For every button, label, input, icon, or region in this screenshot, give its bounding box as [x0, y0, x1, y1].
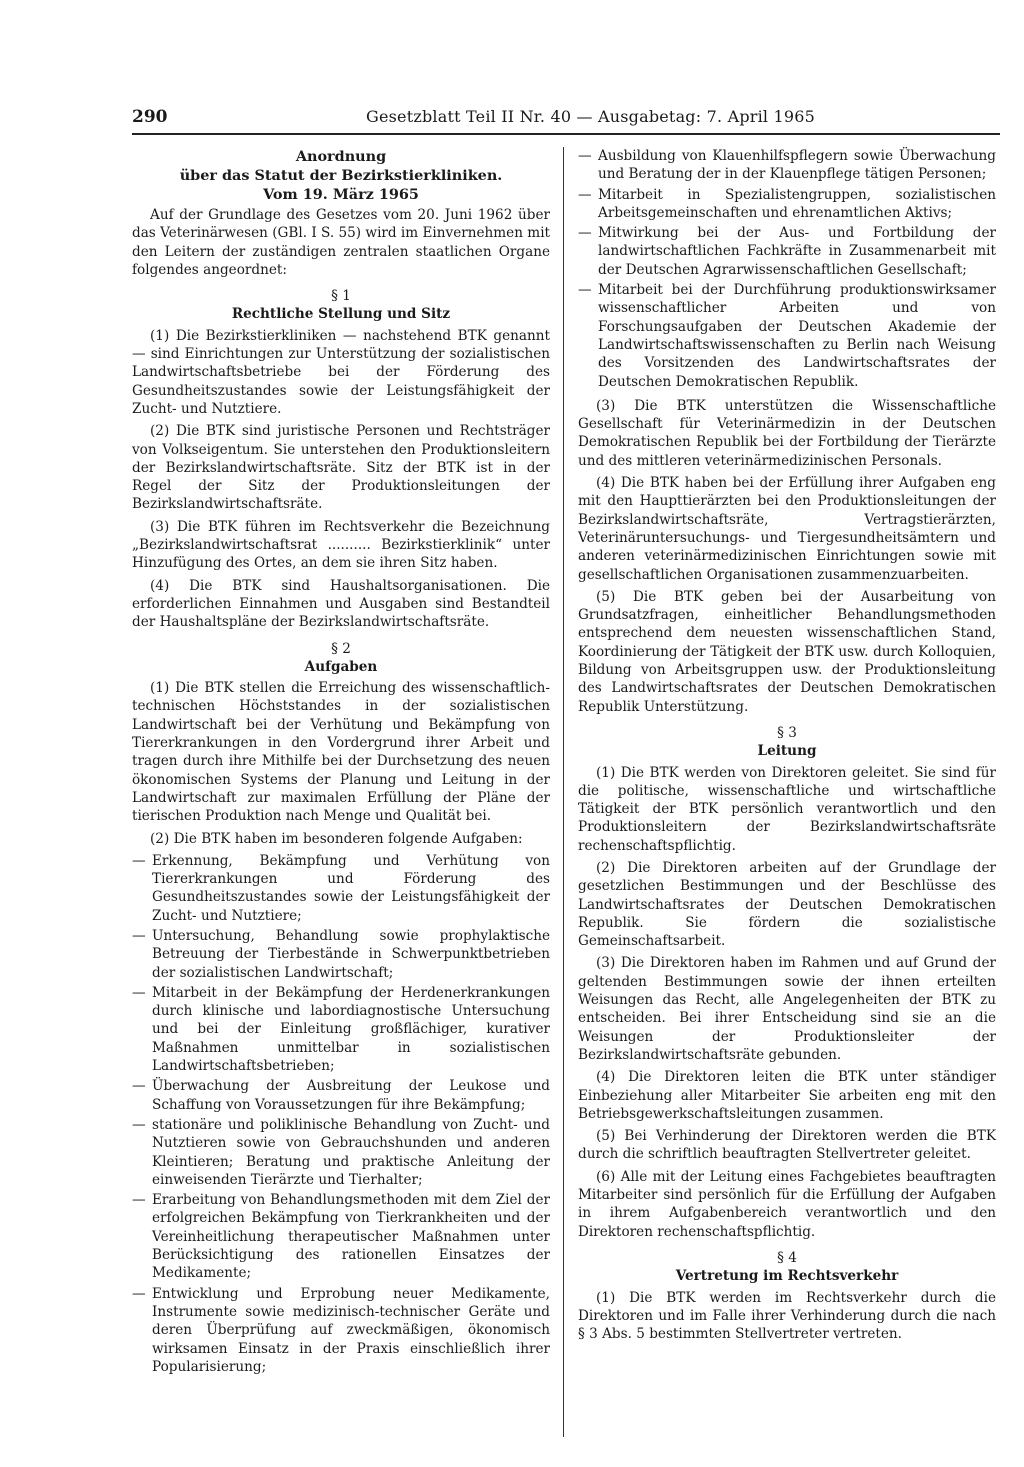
left-column: [132, 147, 550, 1378]
section-number-1: § 1: [331, 288, 351, 305]
page-header: [132, 107, 1000, 131]
header-rule: [132, 133, 1000, 135]
s2-paragraph-3: (3) Die BTK unterstützen die Wissenschaftliche Gesellschaft für Veterinärmedizin in der Deutschen Demokratischen Republik bei der Fortbildung der Tierärzte und des mittleren veterinärmedizinischen Personals.: [578, 397, 996, 469]
list-item: — Untersuchung, Behandlung sowie prophylaktische Betreuung der Tierbestände in Schwerpunktbetrieben der sozialistischen Landwirtschaft;: [132, 927, 550, 981]
section-heading-2: Aufgaben: [304, 658, 378, 675]
s1-paragraph-3: (3) Die BTK führen im Rechtsverkehr die Bezeichnung „Bezirkslandwirtschaftsrat .......... Bezirkstierklinik“ unter Hinzufügung des Ortes, an dem sie ihren Sitz haben.: [132, 518, 550, 572]
section-heading-3: Leitung: [757, 743, 817, 760]
list-item: — Ausbildung von Klauenhilfspflegern sowie Überwachung und Beratung der in der Klauenpflege tätigen Personen;: [578, 148, 996, 183]
s3-paragraph-4: (4) Die Direktoren leiten die BTK unter ständiger Einbeziehung aller Mitarbeiter Sie arbeiten eng mit den Betriebsgewerkschaftsleitungen zusammen.: [578, 1069, 996, 1122]
column-divider: [563, 147, 564, 1437]
list-item: — Erkennung, Bekämpfung und Verhütung von Tiererkrankungen und Förderung des Gesundheitszustandes sowie der Leistungsfähigkeit der Zucht- und Nutztiere;: [132, 852, 550, 924]
title-line-2: über das Statut der Bezirkstierkliniken.: [179, 167, 503, 184]
preamble: Auf der Grundlage des Gesetzes vom 20. Juni 1962 über das Veterinärwesen (GBl. I S. 55) wird im Einvernehmen mit den Leitern der zuständigen zentralen staatlichen Organe folgendes angeordnet:: [132, 207, 551, 278]
list-item: — Überwachung der Ausbreitung der Leukose und Schaffung von Voraussetzungen für ihre Bekämpfung;: [132, 1078, 550, 1113]
list-item: — Entwicklung und Erprobung neuer Medikamente, Instrumente sowie medizinisch-technischer Geräte und deren Überprüfung auf zweckmäßigen, ökonomisch wirksamen Einsatz in der Praxis einschließlich ihrer Popularisierung;: [132, 1285, 550, 1375]
page-number: 290: [132, 107, 168, 127]
right-column: [578, 147, 996, 1347]
s3-paragraph-6: (6) Alle mit der Leitung eines Fachgebietes beauftragten Mitarbeiter sind persönlich für die Erfüllung der Aufgaben in ihrem Aufgabenbereich verantwortlich und den Direktoren rechenschaftspflichtig.: [578, 1168, 996, 1240]
list-item: — Mitarbeit bei der Durchführung produktionswirksamer wissenschaftlicher Arbeiten und von Forschungsaufgaben der Deutschen Akademie der Landwirtschaftswissenschaften zu Berlin nach Weisung des Vorsitzenden des Landwirtschaftsrates der Deutschen Demokratischen Republik.: [578, 282, 996, 390]
s2-paragraph-4: (4) Die BTK haben bei der Erfüllung ihrer Aufgaben eng mit den Haupttierärzten bei den Produktionsleitungen der Bezirkslandwirtschaftsräte, Vertragstierärzten, Veterinäruntersuchungs- und Tiergesundheitsämtern und anderen veterinärmedizinischen Einrichtungen sowie mit gesellschaftlichen Organisationen zusammenzuarbeiten.: [578, 475, 996, 583]
s1-paragraph-2: (2) Die BTK sind juristische Personen und Rechtsträger von Volkseigentum. Sie unterstehen den Produktionsleitern der Bezirkslandwirtschaftsräte. Sitz der BTK ist in der Regel der Sitz der Produktionsleitungen der Bezirkslandwirtschaftsräte.: [132, 423, 550, 513]
section-heading-1: Rechtliche Stellung und Sitz: [231, 306, 451, 323]
list-item: — Erarbeitung von Behandlungsmethoden mit dem Ziel der erfolgreichen Bekämpfung von Tierkrankheiten und der Vereinheitlichung therapeutischer Maßnahmen unter Berücksichtigung des rationellen Einsatzes der Medikamente;: [132, 1192, 550, 1282]
document-title: [132, 147, 550, 204]
section-number-2: § 2: [331, 640, 351, 657]
running-title: Gesetzblatt Teil II Nr. 40 — Ausgabetag: 7. April 1965: [366, 107, 816, 126]
s3-paragraph-5: (5) Bei Verhinderung der Direktoren werden die BTK durch die schriftlich beauftragten Stellvertreter geleitet.: [578, 1128, 996, 1163]
list-item: — stationäre und poliklinische Behandlung von Zucht- und Nutztieren sowie von Gebrauchshunden und anderen Kleintieren; Beratung und praktische Anleitung der einweisenden Tierärzte und Tierhalter;: [132, 1116, 550, 1188]
s3-paragraph-2: (2) Die Direktoren arbeiten auf der Grundlage der gesetzlichen Bestimmungen und der Beschlüsse des Landwirtschaftsrates der Deutschen Demokratischen Republik. Sie fördern die sozialistische Gemeinschaftsarbeit.: [578, 859, 996, 950]
s2-paragraph-1: (1) Die BTK stellen die Erreichung des wissenschaftlich-technischen Höchststandes in der sozialistischen Landwirtschaft bei der Verhütung und Bekämpfung von Tiererkrankungen in den Vordergrund ihrer Arbeit und tragen durch ihre Mithilfe bei der Durchsetzung des neuen ökonomischen Systems der Planung und Leitung in der Landwirtschaft zur maximalen Erfüllung der Pläne der tierischen Produktion nach Menge und Qualität bei.: [132, 680, 550, 825]
s3-paragraph-3: (3) Die Direktoren haben im Rahmen und auf Grund der geltenden Bestimmungen sowie der ihnen erteilten Weisungen das Recht, alle Angelegenheiten der BTK zu entscheiden. Bei ihrer Entscheidung sind sie an die Weisungen der Produktionsleiter der Bezirkslandwirtschaftsräte gebunden.: [578, 955, 996, 1063]
s4-paragraph-1: (1) Die BTK werden im Rechtsverkehr durch die Direktoren und im Falle ihrer Verhinderung durch die nach § 3 Abs. 5 bestimmten Stellvertreter vertreten.: [578, 1289, 996, 1343]
section-number-4: § 4: [777, 1249, 797, 1266]
s2-paragraph-2: (2) Die BTK haben im besonderen folgende Aufgaben:: [150, 830, 523, 847]
list-item: — Mitarbeit in Spezialistengruppen, sozialistischen Arbeitsgemeinschaften und ehrenamtlichen Aktivs;: [578, 186, 996, 221]
list-item: — Mitwirkung bei der Aus- und Fortbildung der landwirtschaftlichen Fachkräfte in Zusammenarbeit mit der Deutschen Agrarwissenschaftlichen Gesellschaft;: [578, 225, 996, 278]
title-line-1: Anordnung: [295, 148, 387, 165]
s2-paragraph-5: (5) Die BTK geben bei der Ausarbeitung von Grundsatzfragen, einheitlicher Behandlungsmethoden entsprechend dem neuesten wissenschaftlichen Stand, Koordinierung der Tätigkeit der BTK usw. durch Kolloquien, Bildung von Arbeitsgruppen usw. der Produktionsleitung des Landwirtschaftsrates der Deutschen Demokratischen Republik Unterstützung.: [578, 588, 996, 715]
section-heading-4: Vertretung im Rechtsverkehr: [675, 1268, 899, 1285]
s1-paragraph-1: (1) Die Bezirkstierkliniken — nachstehend BTK genannt — sind Einrichtungen zur Unterstützung der sozialistischen Landwirtschaftsbetriebe bei der Förderung des Gesundheitszustandes sowie der Leistungsfähigkeit der Zucht- und Nutztiere.: [132, 327, 550, 417]
title-line-3: Vom 19. März 1965: [263, 186, 419, 203]
list-item: — Mitarbeit in der Bekämpfung der Herdenerkrankungen durch klinische und labordiagnostische Untersuchung und bei der Einleitung großflächiger, kurativer Maßnahmen unmittelbar in sozialistischen Landwirtschaftsbetrieben;: [132, 984, 550, 1075]
s3-paragraph-1: (1) Die BTK werden von Direktoren geleitet. Sie sind für die politische, wissenschaftliche und wirtschaftliche Tätigkeit der BTK persönlich verantwortlich und den Produktionsleitern der Bezirkslandwirtschaftsräte rechenschaftspflichtig.: [578, 764, 996, 854]
s1-paragraph-4: (4) Die BTK sind Haushaltsorganisationen. Die erforderlichen Einnahmen und Ausgaben sind Bestandteil der Haushaltspläne der Bezirkslandwirtschaftsräte.: [132, 577, 550, 631]
section-number-3: § 3: [777, 724, 797, 741]
